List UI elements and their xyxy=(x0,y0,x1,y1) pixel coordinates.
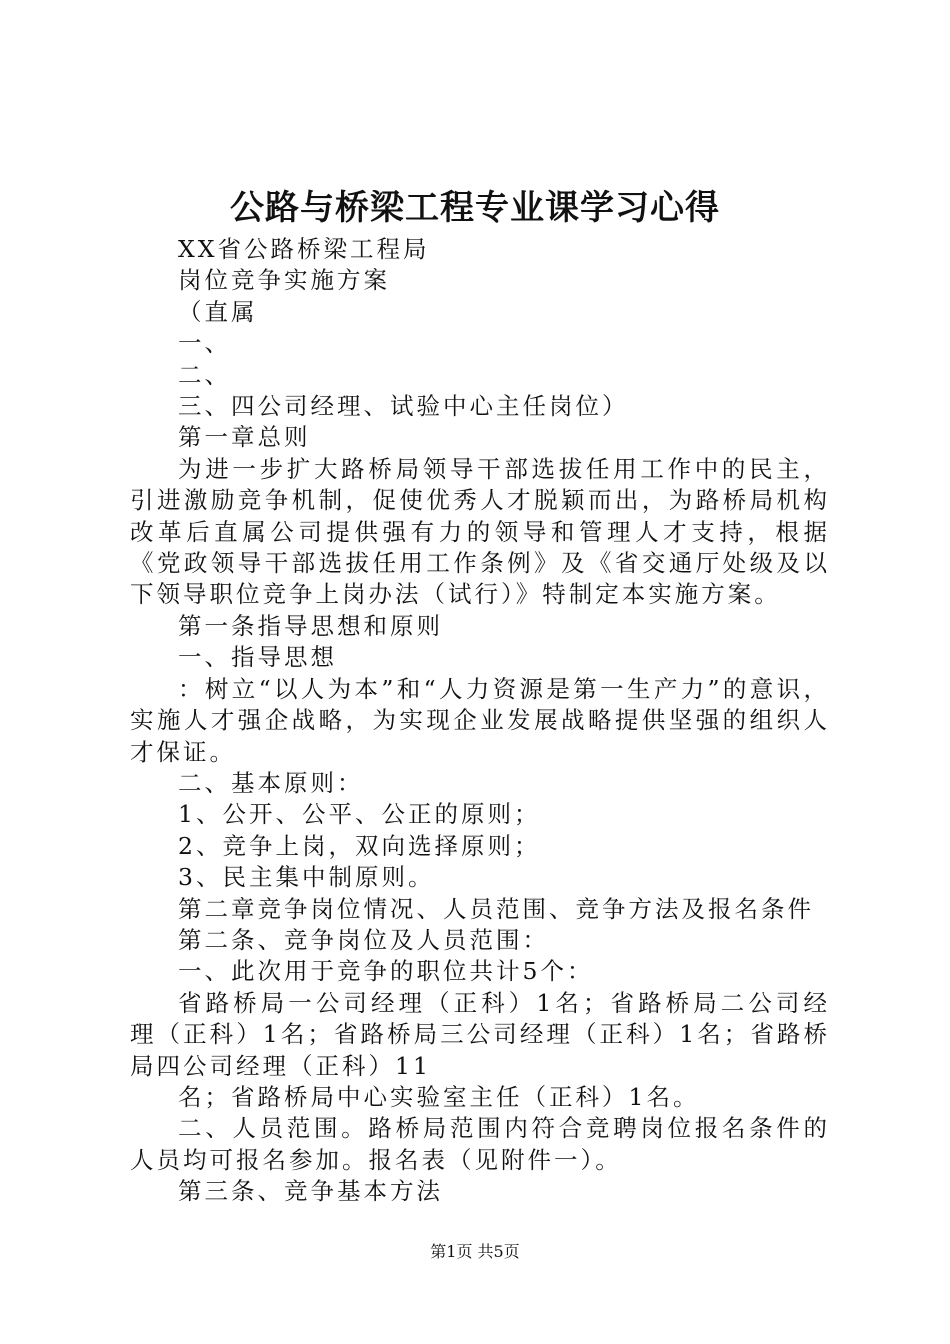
paragraph: 二、 xyxy=(178,360,231,389)
article-heading: 第一条指导思想和原则 xyxy=(178,611,443,640)
chapter-heading: 第二章竞争岗位情况、人员范围、竞争方法及报名条件 xyxy=(178,894,814,923)
section-heading: 一、此次用于竞争的职位共计5个： xyxy=(178,957,594,986)
paragraph: 省路桥局一公司经理（正科）1名；省路桥局二公司经理（正科）1名；省路桥局三公司经理（正科）1名；省路桥局四公司经理（正科）11 xyxy=(130,988,830,1080)
page-footer: 第1页 共5页 xyxy=(430,1242,520,1261)
list-item: 1、公开、公平、公正的原则； xyxy=(178,800,541,829)
paragraph: 为进一步扩大路桥局领导干部选拔任用工作中的民主，引进激励竞争机制，促使优秀人才脱颖而出，为路桥局机构改革后直属公司提供强有力的领导和管理人才支持，根据《党政领导干部选拔任用工作条例》及《省交通厅处级及以下领导职位竞争上岗办法（试行）》特制定本实施方案。 xyxy=(130,454,830,609)
paragraph: （直属 xyxy=(178,297,258,326)
paragraph: ：树立“以人为本”和“人力资源是第一生产力”的意识，实施人才强企战略，为实现企业发展战略提供坚强的组织人才保证。 xyxy=(130,674,830,766)
list-item: 3、民主集中制原则。 xyxy=(178,863,435,892)
section-heading: 一、指导思想 xyxy=(178,643,337,672)
paragraph: 岗位竞争实施方案 xyxy=(178,266,390,295)
document-body xyxy=(130,234,830,1208)
document-title: 公路与桥梁工程专业课学习心得 xyxy=(230,188,720,228)
list-item: 2、竞争上岗，双向选择原则； xyxy=(178,831,541,860)
paragraph: 二、人员范围。路桥局范围内符合竞聘岗位报名条件的人员均可报名参加。报名表（见附件一）。 xyxy=(130,1114,830,1174)
paragraph: 一、 xyxy=(178,329,231,358)
paragraph: 名；省路桥局中心实验室主任（正科）1名。 xyxy=(178,1082,700,1111)
article-heading: 第三条、竞争基本方法 xyxy=(178,1177,443,1206)
section-heading: 二、基本原则： xyxy=(178,768,364,797)
article-heading: 第二条、竞争岗位及人员范围： xyxy=(178,925,549,954)
paragraph: 三、四公司经理、试验中心主任岗位） xyxy=(178,392,629,421)
paragraph: XX省公路桥梁工程局 xyxy=(178,235,430,263)
chapter-heading: 第一章总则 xyxy=(178,423,311,452)
